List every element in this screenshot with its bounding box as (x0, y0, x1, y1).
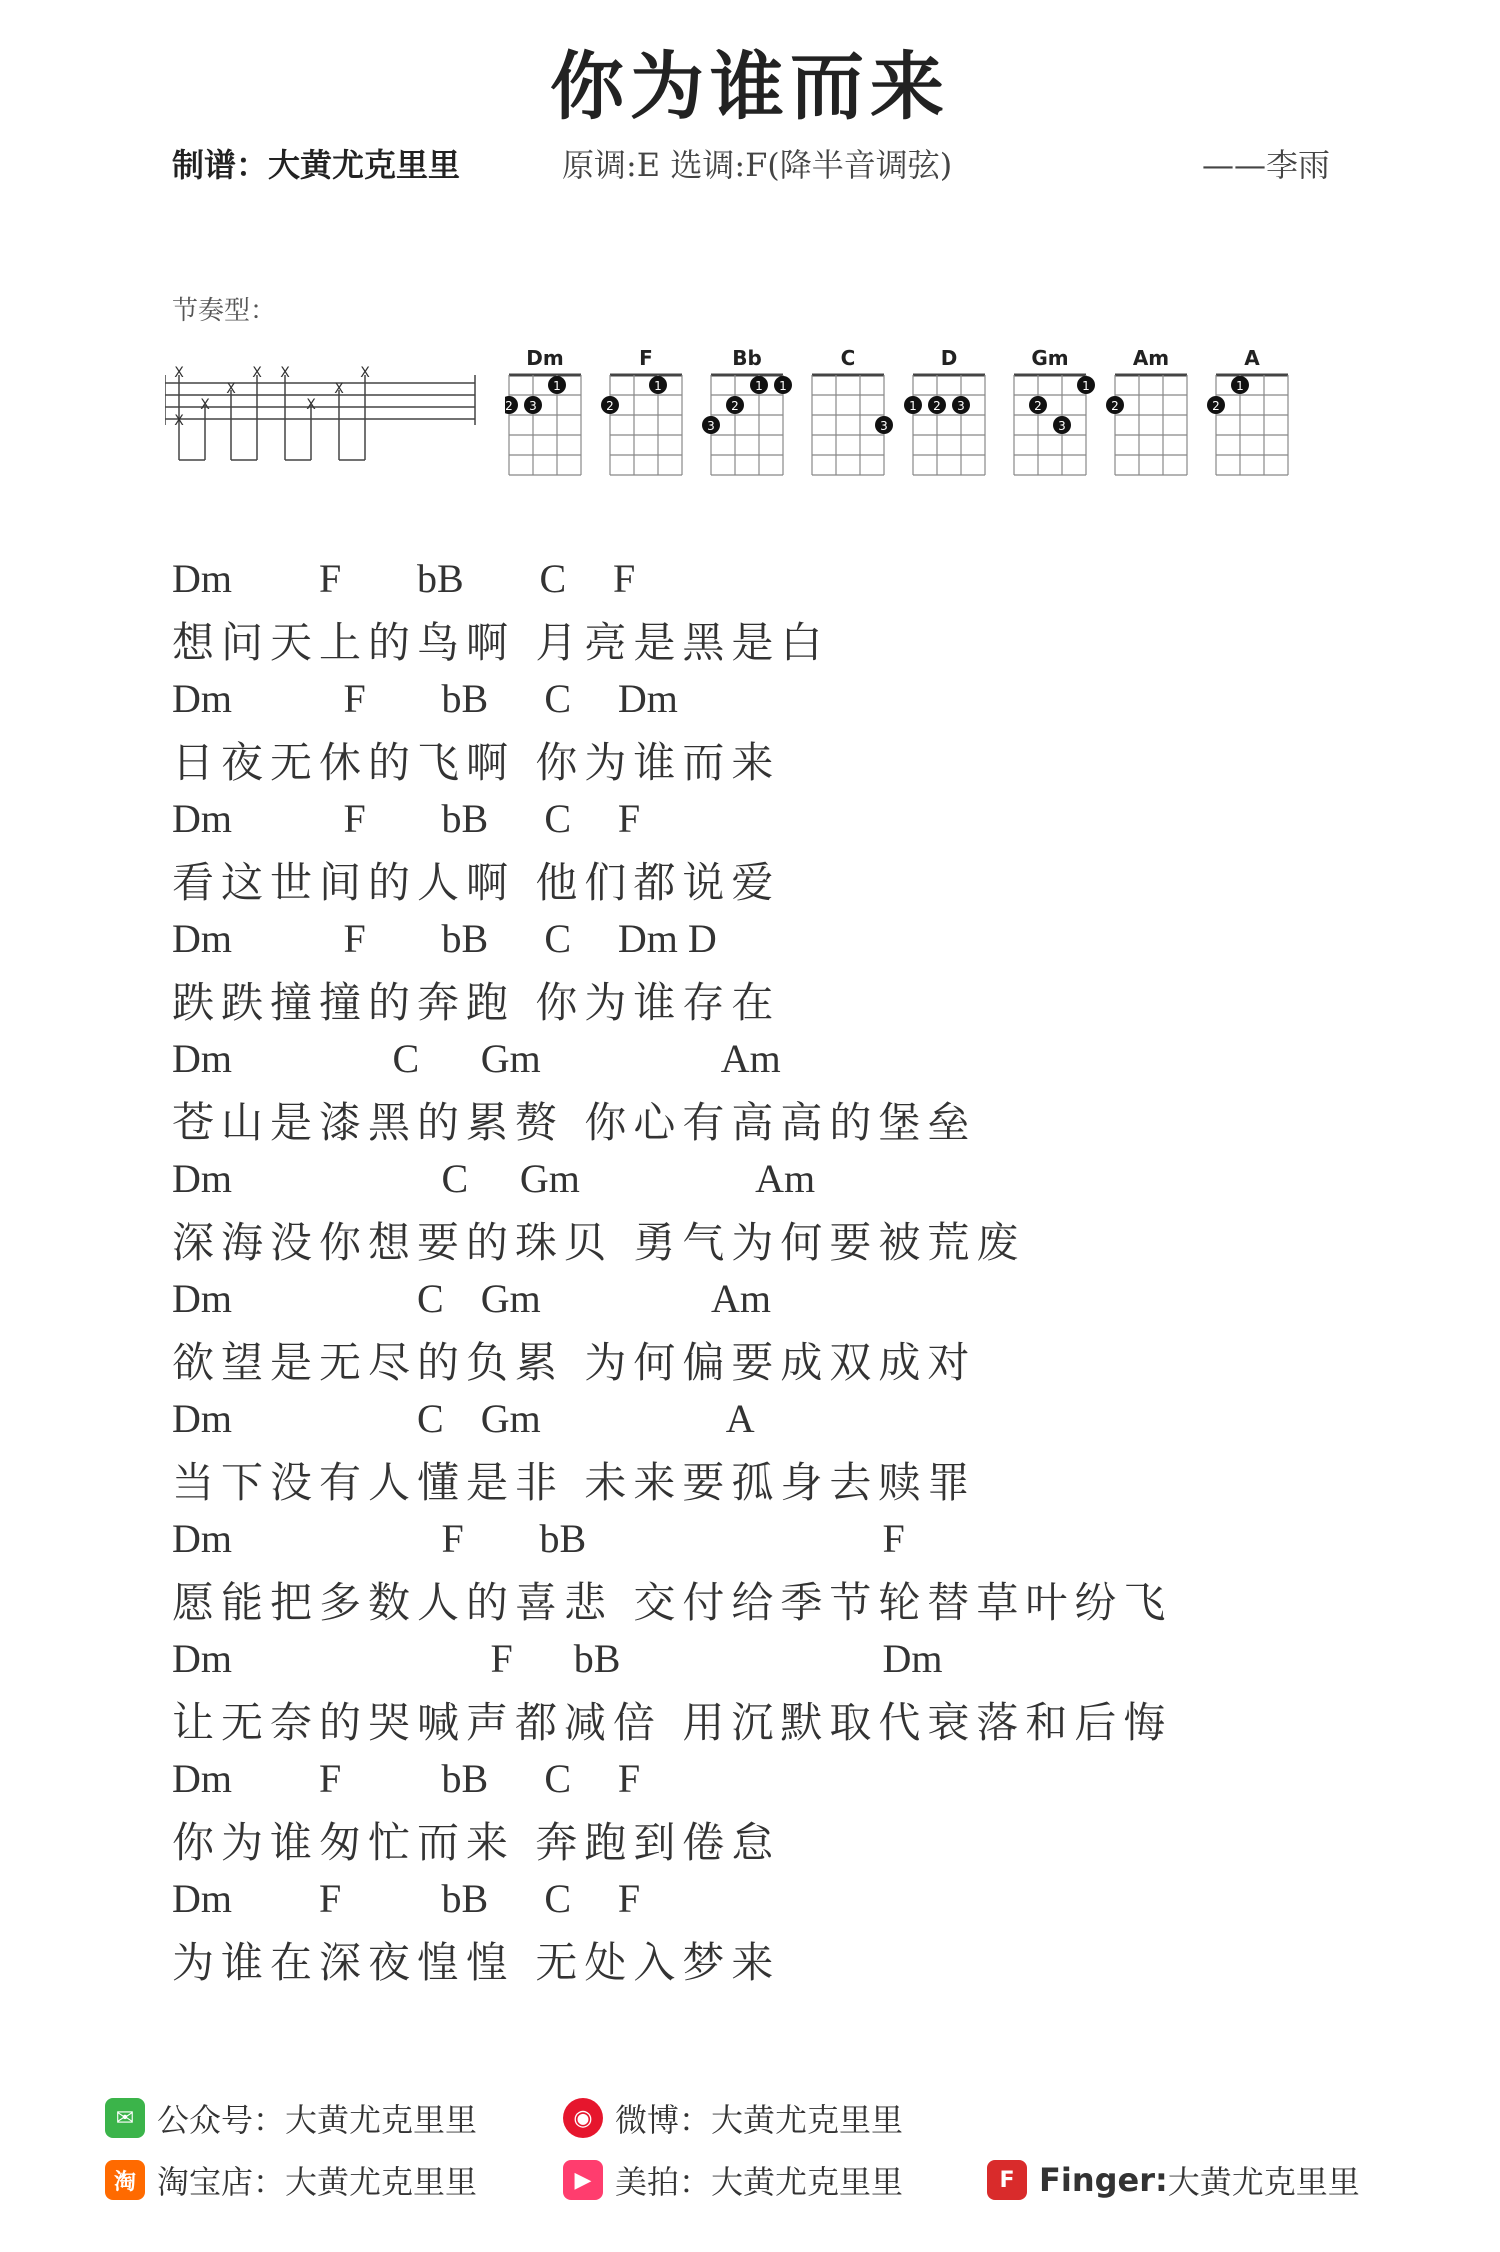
key-info: 原调:E 选调:F(降半音调弦) (562, 146, 953, 184)
svg-text:X: X (306, 397, 316, 413)
chord-label: C (544, 676, 572, 721)
svg-text:2: 2 (731, 399, 739, 413)
chord-label: Dm (172, 796, 232, 841)
chord-row (172, 1155, 1332, 1213)
chord-label: F (319, 1756, 342, 1801)
svg-text:1: 1 (553, 379, 561, 393)
chord-label: bB (539, 1516, 587, 1561)
chord-label: Dm (882, 1636, 943, 1681)
chord-label: Gm (480, 1396, 541, 1441)
lyric-text: 让无奈的哭喊声都减倍 用沉默取代衰落和后悔 (172, 1698, 1173, 1747)
lyric-line (172, 1395, 1332, 1515)
chord-label: F (441, 1516, 464, 1561)
svg-text:1: 1 (779, 379, 787, 393)
chord-diagram-label: C (840, 346, 856, 370)
svg-text:3: 3 (707, 419, 715, 433)
lyric-text: 你为谁匆忙而来 奔跑到倦怠 (172, 1818, 781, 1867)
chord-label: bB (441, 796, 489, 841)
footer-meipai[interactable] (563, 2157, 903, 2203)
chord-label: Dm (172, 1636, 232, 1681)
lyric-line (172, 915, 1332, 1035)
chord-label: Gm (480, 1036, 541, 1081)
chord-diagram (601, 346, 682, 475)
lyric-line (172, 1755, 1332, 1875)
chord-row (172, 1875, 1332, 1933)
lyric-text: 愿能把多数人的喜悲 交付给季节轮替草叶纷飞 (172, 1578, 1173, 1627)
chord-diagram (1014, 346, 1095, 475)
finger-label: Finger: (1039, 2161, 1168, 2199)
song-title: 你为谁而来 (550, 44, 950, 130)
chord-label: Dm (617, 676, 678, 721)
chord-label: F (490, 1636, 513, 1681)
artist: ——李雨 (1201, 146, 1330, 184)
arranger: 制谱：大黄尤克里里 (172, 146, 461, 184)
svg-text:2: 2 (1034, 399, 1042, 413)
svg-text:1: 1 (755, 379, 763, 393)
chord-label: Dm (172, 1876, 232, 1921)
svg-text:X: X (252, 365, 262, 381)
lyric-line (172, 555, 1332, 675)
svg-text:2: 2 (1111, 399, 1119, 413)
chord-label: Dm (172, 1396, 232, 1441)
chord-label: Gm (519, 1156, 580, 1201)
chord-label: Dm (172, 1156, 232, 1201)
chord-row (172, 555, 1332, 613)
chord-diagram-label: Gm (1031, 346, 1069, 370)
chord-label: Dm (172, 676, 232, 721)
chord-label: F (617, 796, 641, 841)
chord-diagram (1106, 346, 1187, 475)
chord-row (172, 795, 1332, 853)
svg-text:2: 2 (1212, 399, 1220, 413)
chord-label: bB (441, 676, 489, 721)
svg-text:1: 1 (1082, 379, 1090, 393)
svg-text:X: X (200, 397, 210, 413)
footer (105, 2095, 1435, 2235)
chord-label: Dm (172, 1036, 232, 1081)
chord-diagram (1207, 346, 1288, 475)
lyric-line (172, 1155, 1332, 1275)
svg-text:X: X (360, 365, 370, 381)
chord-diagram-label: Dm (526, 346, 564, 370)
chord-row (172, 1755, 1332, 1813)
lyric-line (172, 1035, 1332, 1155)
chord-label: F (617, 1756, 641, 1801)
chord-diagram-label: Bb (732, 346, 762, 370)
chord-diagram (505, 346, 581, 475)
svg-text:3: 3 (1058, 419, 1066, 433)
rhythm-label: 节奏型： (172, 296, 277, 326)
chord-label: C (544, 796, 572, 841)
chord-row (172, 1635, 1332, 1693)
svg-text:1: 1 (654, 379, 662, 393)
wechat-icon: ✉ (105, 2098, 145, 2138)
chord-label: Dm D (617, 916, 717, 961)
chord-label: C (417, 1396, 444, 1441)
chord-label: bB (441, 1756, 489, 1801)
chord-label: F (319, 1876, 342, 1921)
lyric-line (172, 675, 1332, 795)
lyric-line (172, 795, 1332, 915)
svg-text:1: 1 (909, 399, 917, 413)
svg-text:X: X (334, 381, 344, 397)
chord-label: F (319, 556, 342, 601)
svg-text:2: 2 (505, 399, 513, 413)
chord-label: C (441, 1156, 469, 1201)
footer-wechat[interactable] (105, 2095, 477, 2141)
svg-text:3: 3 (529, 399, 537, 413)
lyric-line (172, 1635, 1332, 1755)
chord-diagram (812, 346, 893, 475)
lyric-text: 日夜无休的飞啊 你为谁而来 (172, 738, 781, 787)
svg-text:3: 3 (880, 419, 888, 433)
finger-text: 大黄尤克里里 (1167, 2163, 1360, 2201)
svg-text:2: 2 (933, 399, 941, 413)
svg-text:3: 3 (957, 399, 965, 413)
chord-label: F (343, 796, 366, 841)
chord-label: C (544, 1876, 572, 1921)
finger-icon: F (987, 2160, 1027, 2200)
lyric-line (172, 1515, 1332, 1635)
chord-row (172, 1515, 1332, 1573)
taobao-icon: 淘 (105, 2160, 145, 2200)
svg-text:1: 1 (1236, 379, 1244, 393)
chord-label: C (544, 916, 572, 961)
chord-diagram-label: D (940, 346, 958, 370)
chord-label: bB (441, 1876, 489, 1921)
chord-label: C (544, 1756, 572, 1801)
svg-text:2: 2 (606, 399, 614, 413)
footer-finger[interactable] (987, 2157, 1360, 2203)
chord-label: bB (417, 556, 464, 601)
chord-label: bB (573, 1636, 621, 1681)
chord-row (172, 1395, 1332, 1453)
chord-label: A (725, 1396, 755, 1441)
chord-label: bB (441, 916, 489, 961)
svg-text:X: X (174, 365, 184, 381)
chord-label: Gm (480, 1276, 541, 1321)
lyric-text: 深海没你想要的珠贝 勇气为何要被荒废 (172, 1218, 1026, 1267)
chord-label: F (613, 556, 636, 601)
chord-label: Dm (172, 1276, 232, 1321)
footer-taobao[interactable] (105, 2157, 477, 2203)
chord-label: Dm (172, 1756, 232, 1801)
lyric-line (172, 1275, 1332, 1395)
chord-row (172, 1275, 1332, 1333)
meipai-icon: ▶ (563, 2160, 603, 2200)
lyric-text: 想问天上的鸟啊 月亮是黑是白 (172, 618, 830, 667)
lyric-text: 跌跌撞撞的奔跑 你为谁存在 (172, 978, 781, 1027)
lyric-text: 苍山是漆黑的累赘 你心有高高的堡垒 (172, 1098, 977, 1147)
chord-label: C (392, 1036, 420, 1081)
lyric-text: 看这世间的人啊 他们都说爱 (172, 858, 781, 907)
footer-weibo[interactable] (563, 2095, 903, 2141)
svg-text:X: X (174, 413, 184, 429)
wechat-text: 公众号：大黄尤克里里 (157, 2101, 478, 2139)
chord-diagram-label: F (639, 346, 653, 370)
lyric-text: 为谁在深夜惶惶 无处入梦来 (172, 1938, 781, 1987)
weibo-icon: ◉ (563, 2098, 603, 2138)
chord-diagram-label: A (1244, 346, 1260, 370)
svg-text:X: X (226, 381, 236, 397)
chord-label: Dm (172, 1516, 232, 1561)
taobao-text: 淘宝店：大黄尤克里里 (157, 2163, 478, 2201)
weibo-text: 微博：大黄尤克里里 (615, 2101, 904, 2139)
svg-text:X: X (280, 365, 290, 381)
chord-row (172, 915, 1332, 973)
chord-diagram-label: Am (1132, 346, 1170, 370)
chord-label: Am (755, 1156, 816, 1201)
chord-label: C (539, 556, 567, 601)
chord-label: F (882, 1516, 905, 1561)
chord-label: C (417, 1276, 444, 1321)
lyric-text: 欲望是无尽的负累 为何偏要成双成对 (172, 1338, 977, 1387)
meipai-text: 美拍：大黄尤克里里 (615, 2163, 904, 2201)
chord-diagram (702, 346, 792, 475)
chord-label: Am (711, 1276, 771, 1321)
chord-label: F (617, 1876, 641, 1921)
rhythm-pattern (165, 365, 485, 475)
lyric-text: 当下没有人懂是非 未来要孤身去赎罪 (172, 1458, 977, 1507)
lyric-line (172, 1875, 1332, 1995)
chord-label: Am (720, 1036, 781, 1081)
chord-row (172, 1035, 1332, 1093)
chord-row (172, 675, 1332, 733)
chord-diagrams (505, 345, 1335, 490)
chord-label: F (343, 676, 366, 721)
chord-label: Dm (172, 916, 232, 961)
lyrics-sheet (172, 555, 1332, 1995)
chord-diagram (904, 346, 985, 475)
chord-label: Dm (172, 556, 232, 601)
song-meta (172, 140, 1330, 190)
chord-label: F (343, 916, 366, 961)
